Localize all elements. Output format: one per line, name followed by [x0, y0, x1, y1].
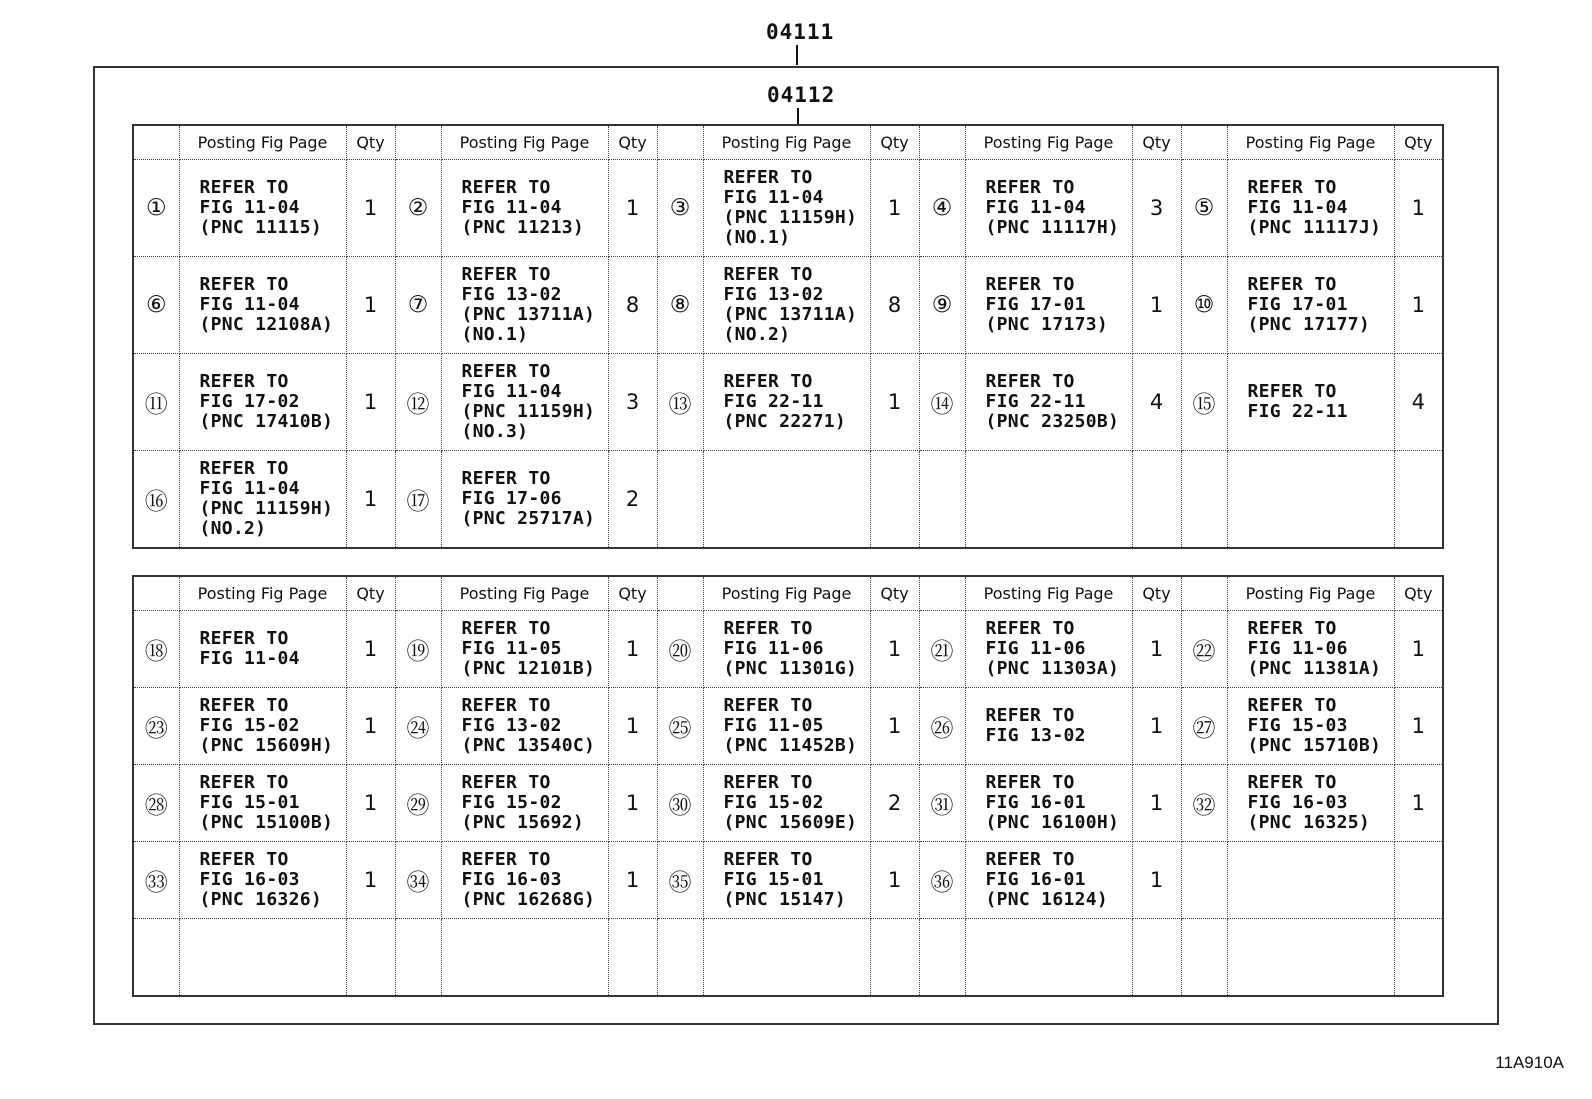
posting-reference: REFER TO FIG 17-01 (PNC 17173) — [965, 257, 1132, 354]
item-number: ㉖ — [919, 688, 965, 765]
quantity: 1 — [1394, 160, 1443, 257]
quantity — [1394, 919, 1443, 997]
posting-reference: REFER TO FIG 11-04 (PNC 11117J) — [1227, 160, 1394, 257]
quantity: 1 — [346, 257, 395, 354]
header-qty: Qty — [1394, 125, 1443, 160]
header-qty: Qty — [346, 576, 395, 611]
item-number: ⑳ — [657, 611, 703, 688]
posting-reference — [1227, 842, 1394, 919]
table-row — [133, 688, 1443, 765]
item-number: ㉞ — [395, 842, 441, 919]
header-num-cell — [133, 125, 179, 160]
header-num-cell — [133, 576, 179, 611]
item-number — [395, 919, 441, 997]
item-number: ㉕ — [657, 688, 703, 765]
header-qty: Qty — [1394, 576, 1443, 611]
quantity: 1 — [608, 842, 657, 919]
quantity — [1132, 919, 1181, 997]
quantity: 1 — [1132, 765, 1181, 842]
header-row — [133, 125, 1443, 160]
quantity: 1 — [870, 611, 919, 688]
item-number: ㉜ — [1181, 765, 1227, 842]
table-row — [133, 451, 1443, 549]
item-number — [1181, 919, 1227, 997]
posting-reference: REFER TO FIG 22-11 — [1227, 354, 1394, 451]
posting-reference: REFER TO FIG 17-01 (PNC 17177) — [1227, 257, 1394, 354]
posting-reference: REFER TO FIG 15-01 (PNC 15147) — [703, 842, 870, 919]
header-num-cell — [1181, 125, 1227, 160]
posting-reference: REFER TO FIG 11-06 (PNC 11381A) — [1227, 611, 1394, 688]
posting-reference: REFER TO FIG 16-01 (PNC 16100H) — [965, 765, 1132, 842]
table-row — [133, 842, 1443, 919]
posting-reference: REFER TO FIG 16-01 (PNC 16124) — [965, 842, 1132, 919]
quantity — [1394, 451, 1443, 549]
item-number: ㉛ — [919, 765, 965, 842]
posting-reference: REFER TO FIG 11-04 (PNC 11159H) (NO.3) — [441, 354, 608, 451]
item-number: ㉓ — [133, 688, 179, 765]
quantity: 1 — [346, 842, 395, 919]
table-row — [133, 354, 1443, 451]
assembly-label-outer: 04111 — [766, 20, 835, 44]
item-number: ⑤ — [1181, 160, 1227, 257]
quantity: 2 — [608, 451, 657, 549]
parts-reference-table-1 — [132, 124, 1444, 549]
quantity: 4 — [1394, 354, 1443, 451]
item-number: ⑨ — [919, 257, 965, 354]
posting-reference: REFER TO FIG 16-03 (PNC 16326) — [179, 842, 346, 919]
item-number: ⑩ — [1181, 257, 1227, 354]
header-qty: Qty — [346, 125, 395, 160]
posting-reference: REFER TO FIG 13-02 (PNC 13540C) — [441, 688, 608, 765]
table-row — [133, 160, 1443, 257]
posting-reference — [441, 919, 608, 997]
quantity: 1 — [1132, 611, 1181, 688]
item-number: ⑥ — [133, 257, 179, 354]
header-qty: Qty — [608, 125, 657, 160]
posting-reference: REFER TO FIG 15-02 (PNC 15609E) — [703, 765, 870, 842]
quantity: 1 — [1132, 842, 1181, 919]
header-num-cell — [919, 576, 965, 611]
header-posting: Posting Fig Page — [1227, 576, 1394, 611]
posting-reference: REFER TO FIG 13-02 (PNC 13711A) (NO.1) — [441, 257, 608, 354]
header-num-cell — [657, 125, 703, 160]
quantity: 1 — [346, 451, 395, 549]
header-num-cell — [1181, 576, 1227, 611]
item-number: ㉟ — [657, 842, 703, 919]
posting-reference: REFER TO FIG 22-11 (PNC 22271) — [703, 354, 870, 451]
item-number: ⑱ — [133, 611, 179, 688]
header-posting: Posting Fig Page — [179, 125, 346, 160]
header-posting: Posting Fig Page — [441, 125, 608, 160]
posting-reference: REFER TO FIG 16-03 (PNC 16325) — [1227, 765, 1394, 842]
posting-reference: REFER TO FIG 15-03 (PNC 15710B) — [1227, 688, 1394, 765]
item-number — [657, 451, 703, 549]
parts-reference-table-2 — [132, 575, 1444, 997]
quantity: 2 — [870, 765, 919, 842]
posting-reference — [1227, 451, 1394, 549]
table-row — [133, 765, 1443, 842]
quantity — [870, 919, 919, 997]
item-number: ⑫ — [395, 354, 441, 451]
posting-reference: REFER TO FIG 15-02 (PNC 15609H) — [179, 688, 346, 765]
posting-reference: REFER TO FIG 13-02 — [965, 688, 1132, 765]
quantity: 1 — [346, 765, 395, 842]
item-number — [919, 919, 965, 997]
item-number: ㉙ — [395, 765, 441, 842]
header-posting: Posting Fig Page — [965, 125, 1132, 160]
quantity — [346, 919, 395, 997]
posting-reference — [965, 451, 1132, 549]
header-posting: Posting Fig Page — [441, 576, 608, 611]
item-number: ⑬ — [657, 354, 703, 451]
header-posting: Posting Fig Page — [179, 576, 346, 611]
item-number: ⑧ — [657, 257, 703, 354]
header-posting: Posting Fig Page — [965, 576, 1132, 611]
posting-reference: REFER TO FIG 11-04 (PNC 11159H) (NO.2) — [179, 451, 346, 549]
quantity: 1 — [870, 160, 919, 257]
item-number: ㉑ — [919, 611, 965, 688]
item-number: ⑪ — [133, 354, 179, 451]
item-number: ⑭ — [919, 354, 965, 451]
item-number — [133, 919, 179, 997]
posting-reference: REFER TO FIG 11-06 (PNC 11303A) — [965, 611, 1132, 688]
posting-reference: REFER TO FIG 11-04 (PNC 12108A) — [179, 257, 346, 354]
posting-reference: REFER TO FIG 11-04 (PNC 11115) — [179, 160, 346, 257]
quantity: 1 — [1132, 257, 1181, 354]
leader-line-outer — [796, 45, 798, 65]
quantity: 1 — [1132, 688, 1181, 765]
item-number: ㉒ — [1181, 611, 1227, 688]
quantity: 1 — [870, 354, 919, 451]
item-number: ① — [133, 160, 179, 257]
posting-reference: REFER TO FIG 15-01 (PNC 15100B) — [179, 765, 346, 842]
item-number: ③ — [657, 160, 703, 257]
quantity: 1 — [1394, 257, 1443, 354]
posting-reference: REFER TO FIG 11-06 (PNC 11301G) — [703, 611, 870, 688]
header-qty: Qty — [1132, 576, 1181, 611]
quantity: 3 — [608, 354, 657, 451]
quantity: 3 — [1132, 160, 1181, 257]
quantity: 1 — [1394, 688, 1443, 765]
posting-reference: REFER TO FIG 11-05 (PNC 12101B) — [441, 611, 608, 688]
quantity: 1 — [870, 842, 919, 919]
item-number — [657, 919, 703, 997]
quantity: 1 — [608, 765, 657, 842]
item-number: ㉔ — [395, 688, 441, 765]
table-row — [133, 611, 1443, 688]
posting-reference: REFER TO FIG 17-06 (PNC 25717A) — [441, 451, 608, 549]
header-row — [133, 576, 1443, 611]
assembly-label-inner: 04112 — [767, 83, 836, 107]
quantity: 1 — [346, 354, 395, 451]
quantity: 1 — [608, 688, 657, 765]
quantity — [870, 451, 919, 549]
item-number: ⑮ — [1181, 354, 1227, 451]
header-posting: Posting Fig Page — [703, 125, 870, 160]
header-qty: Qty — [870, 125, 919, 160]
posting-reference — [703, 451, 870, 549]
item-number: ㉗ — [1181, 688, 1227, 765]
posting-reference: REFER TO FIG 17-02 (PNC 17410B) — [179, 354, 346, 451]
quantity: 1 — [1394, 611, 1443, 688]
item-number: ㉚ — [657, 765, 703, 842]
header-num-cell — [395, 125, 441, 160]
item-number: ㊱ — [919, 842, 965, 919]
item-number: ⑯ — [133, 451, 179, 549]
quantity — [1132, 451, 1181, 549]
item-number: ⑦ — [395, 257, 441, 354]
quantity: 1 — [346, 688, 395, 765]
item-number — [919, 451, 965, 549]
header-qty: Qty — [870, 576, 919, 611]
posting-reference — [965, 919, 1132, 997]
header-qty: Qty — [608, 576, 657, 611]
posting-reference: REFER TO FIG 11-05 (PNC 11452B) — [703, 688, 870, 765]
quantity — [608, 919, 657, 997]
header-posting: Posting Fig Page — [703, 576, 870, 611]
quantity — [1394, 842, 1443, 919]
quantity: 8 — [870, 257, 919, 354]
quantity: 1 — [608, 160, 657, 257]
header-posting: Posting Fig Page — [1227, 125, 1394, 160]
header-qty: Qty — [1132, 125, 1181, 160]
posting-reference: REFER TO FIG 11-04 (PNC 11213) — [441, 160, 608, 257]
posting-reference — [703, 919, 870, 997]
item-number: ⑲ — [395, 611, 441, 688]
quantity: 1 — [608, 611, 657, 688]
item-number — [1181, 451, 1227, 549]
posting-reference — [1227, 919, 1394, 997]
posting-reference: REFER TO FIG 11-04 — [179, 611, 346, 688]
posting-reference — [179, 919, 346, 997]
quantity: 8 — [608, 257, 657, 354]
posting-reference: REFER TO FIG 22-11 (PNC 23250B) — [965, 354, 1132, 451]
quantity: 1 — [870, 688, 919, 765]
figure-code: 11A910A — [1495, 1053, 1564, 1072]
posting-reference: REFER TO FIG 11-04 (PNC 11117H) — [965, 160, 1132, 257]
item-number: ④ — [919, 160, 965, 257]
item-number: ⑰ — [395, 451, 441, 549]
posting-reference: REFER TO FIG 13-02 (PNC 13711A) (NO.2) — [703, 257, 870, 354]
table-row — [133, 257, 1443, 354]
quantity: 1 — [346, 160, 395, 257]
posting-reference: REFER TO FIG 16-03 (PNC 16268G) — [441, 842, 608, 919]
header-num-cell — [919, 125, 965, 160]
posting-reference: REFER TO FIG 15-02 (PNC 15692) — [441, 765, 608, 842]
table-row — [133, 919, 1443, 997]
header-num-cell — [395, 576, 441, 611]
quantity: 1 — [346, 611, 395, 688]
item-number — [1181, 842, 1227, 919]
posting-reference: REFER TO FIG 11-04 (PNC 11159H) (NO.1) — [703, 160, 870, 257]
item-number: ② — [395, 160, 441, 257]
item-number: ㉘ — [133, 765, 179, 842]
item-number: ㉝ — [133, 842, 179, 919]
quantity: 4 — [1132, 354, 1181, 451]
header-num-cell — [657, 576, 703, 611]
quantity: 1 — [1394, 765, 1443, 842]
